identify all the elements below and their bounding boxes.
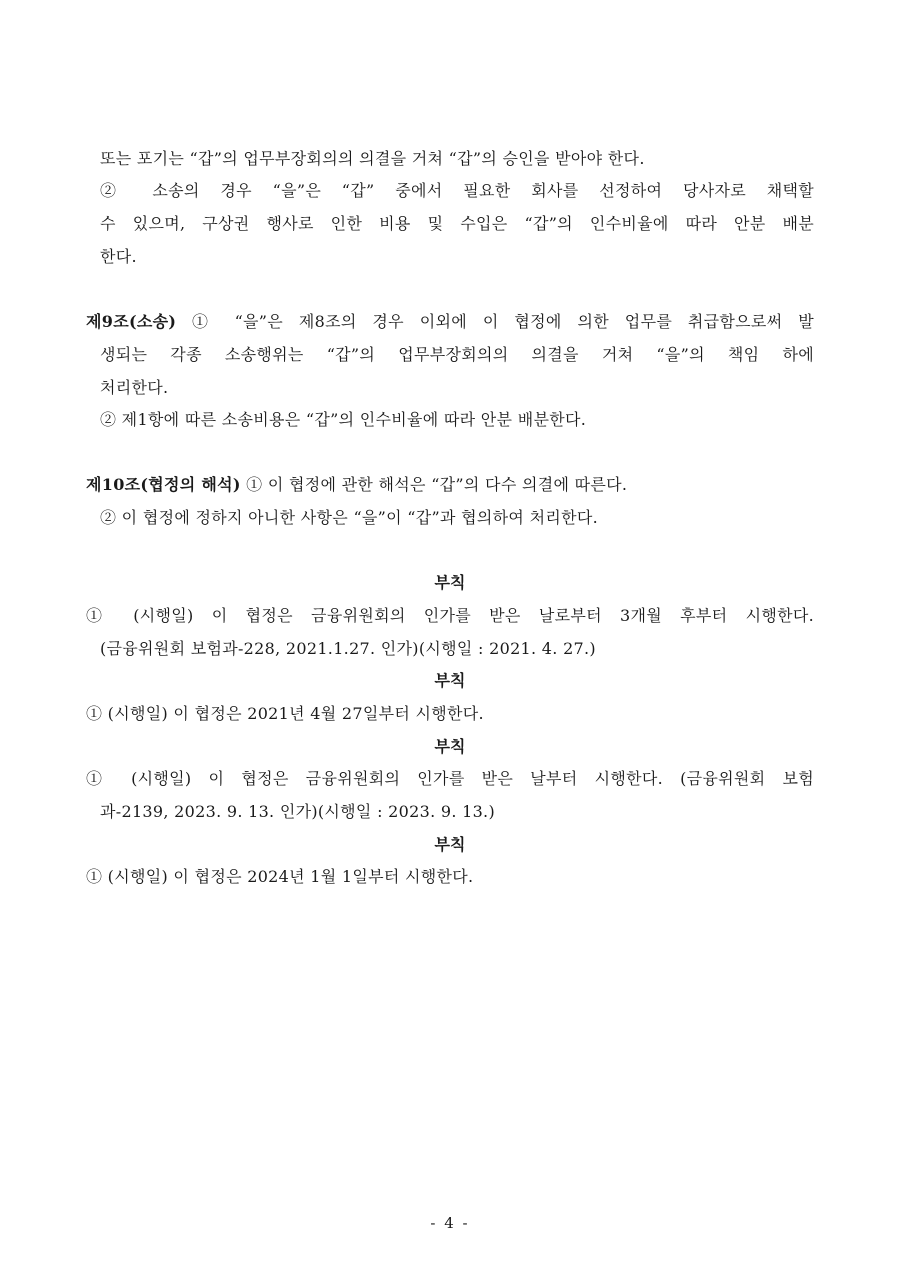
article10-line-1-text: ① 이 협정에 관한 해석은 “갑”의 다수 의결에 따른다.	[240, 475, 628, 494]
article9-heading: 제9조(소송)	[86, 312, 177, 331]
article8-line-2: ② 소송의 경우 “을”은 “갑” 중에서 필요한 회사를 선정하여 당사자로 채택할	[100, 181, 814, 200]
article9-line-2: 생되는 각종 소송행위는 “갑”의 업무부장회의의 의결을 거쳐 “을”의 책임 하에	[100, 345, 814, 364]
article9-line-1-text: ① “을”은 제8조의 경우 이외에 이 협정에 의한 업무를 취급함으로써 발	[176, 312, 814, 331]
addendum-3-line-2: 과-2139, 2023. 9. 13. 인가)(시행일 : 2023. 9. 13.)	[100, 802, 495, 821]
addendum-title: 부칙	[434, 671, 466, 690]
addendum-title: 부칙	[434, 737, 466, 756]
addendum-title: 부칙	[434, 835, 466, 854]
page-number: - 4 -	[430, 1214, 470, 1232]
addendum-2-line-1: ① (시행일) 이 협정은 2021년 4월 27일부터 시행한다.	[86, 704, 484, 723]
article9-line-3: 처리한다.	[100, 378, 169, 397]
article9-line-4: ② 제1항에 따른 소송비용은 “갑”의 인수비율에 따라 안분 배분한다.	[100, 410, 587, 429]
article8-line-4: 한다.	[100, 247, 137, 266]
article9-line-1	[86, 311, 814, 333]
article10-line-1	[86, 474, 627, 496]
addendum-1-line-2: (금융위원회 보험과-228, 2021.1.27. 인가)(시행일 : 2021. 4. 27.)	[100, 639, 596, 658]
article10-heading: 제10조(협정의 해석)	[86, 475, 241, 494]
article8-line-3: 수 있으며, 구상권 행사로 인한 비용 및 수입은 “갑”의 인수비율에 따라 안분 배분	[100, 214, 814, 233]
addendum-1-line-1: ① (시행일) 이 협정은 금융위원회의 인가를 받은 날로부터 3개월 후부터 시행한다.	[86, 606, 814, 625]
addendum-title: 부칙	[434, 573, 466, 592]
addendum-4-line-1: ① (시행일) 이 협정은 2024년 1월 1일부터 시행한다.	[86, 867, 474, 886]
addendum-3-line-1: ① (시행일) 이 협정은 금융위원회의 인가를 받은 날부터 시행한다. (금융위원회 보험	[86, 769, 814, 788]
article10-line-2: ② 이 협정에 정하지 아니한 사항은 “을”이 “갑”과 협의하여 처리한다.	[100, 508, 598, 527]
article8-line-1: 또는 포기는 “갑”의 업무부장회의의 의결을 거쳐 “갑”의 승인을 받아야 한다.	[100, 149, 645, 168]
